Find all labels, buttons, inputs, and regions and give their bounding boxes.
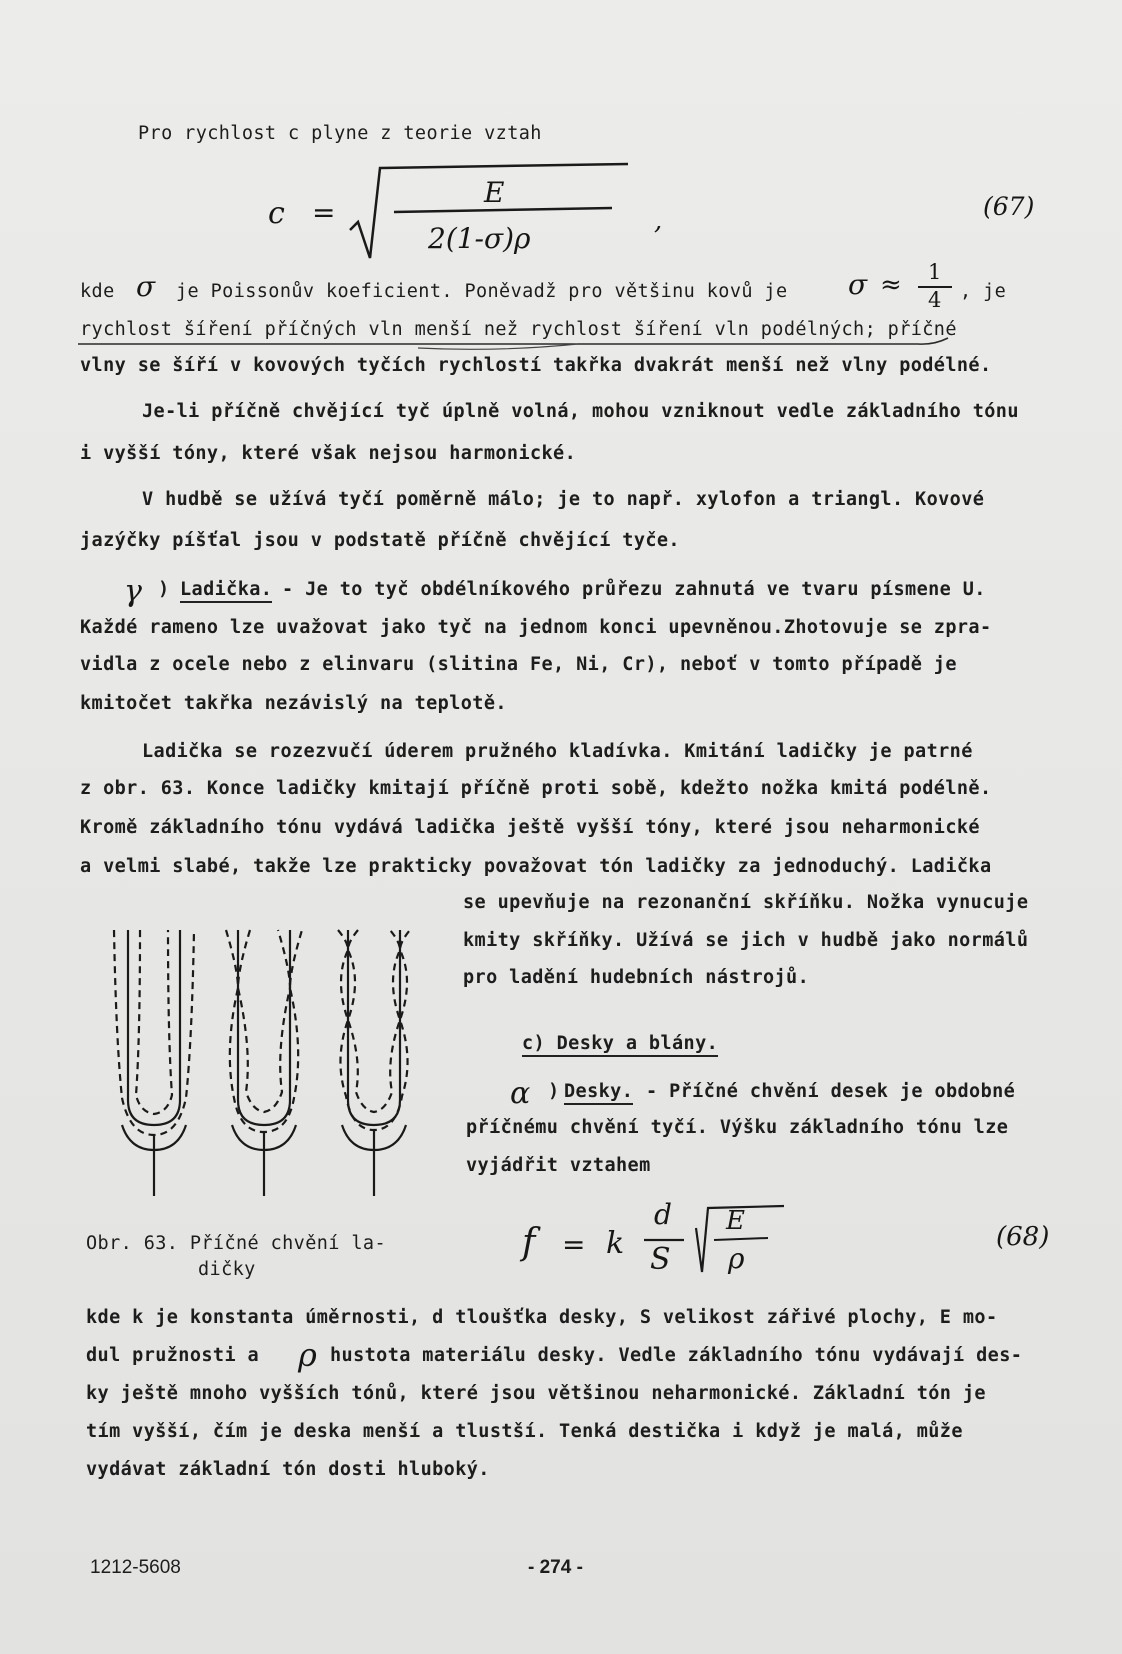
text-line: hustota materiálu desky. Vedle základního tónu vydávají des- <box>330 1345 1023 1366</box>
formula-E: E <box>726 1206 745 1236</box>
text-line: se upevňuje na rezonanční skříňku. Nožka vynucuje <box>463 892 1029 913</box>
text-line: Pro rychlost c plyne z teorie vztah <box>138 123 542 144</box>
fraction-numerator: 1 <box>928 260 942 284</box>
fraction-denominator: 4 <box>928 288 942 312</box>
formula-lhs: f <box>522 1222 536 1263</box>
document-code: 1212-5608 <box>90 1557 181 1578</box>
text-line: je Poissonův koeficient. Poněvadž pro většinu kovů je <box>176 281 788 302</box>
text-line: rychlost šíření příčných vln menší než rychlost šíření vln podélných; příčné <box>80 319 957 340</box>
text-line: Každé rameno lze uvažovat jako tyč na jednom konci upevněnou.Zhotovuje se zpra- <box>80 617 992 638</box>
fork-fundamental <box>114 930 194 1196</box>
text-line: Je-li příčně chvějící tyč úplně volná, mohou vzniknout vedle základního tónu <box>142 401 1019 422</box>
figure-63-tuning-fork-diagram <box>100 920 420 1200</box>
text-line: kde k je konstanta úměrnosti, d tloušťka desky, S velikost zářivé plochy, E mo- <box>86 1307 998 1328</box>
subsection-heading-desky: Desky. <box>564 1080 633 1104</box>
text-line: - Je to tyč obdélníkového průřezu zahnutá ve tvaru písmene U. <box>282 579 986 600</box>
text-line: ky ještě mnoho vyšších tónů, které jsou většinou neharmonické. Základní tón je <box>86 1383 986 1404</box>
text-line: ) <box>548 1081 560 1102</box>
equation-number: (67) <box>983 192 1035 221</box>
figure-caption: Obr. 63. Příčné chvění la- <box>86 1233 386 1254</box>
text-line: dul pružnosti a <box>86 1345 260 1366</box>
formula-numerator: E <box>484 176 505 209</box>
approx-symbol: ≈ <box>880 270 902 300</box>
formula-lhs: c <box>268 196 285 231</box>
text-line: pro ladění hudebních nástrojů. <box>463 967 810 988</box>
text-line: vydávat základní tón dosti hluboký. <box>86 1459 490 1480</box>
text-line: i vyšší tóny, které však nejsou harmonické. <box>80 443 577 464</box>
formula-S: S <box>650 1242 671 1277</box>
section-heading-desky-a-blany: c) Desky a blány. <box>522 1032 718 1056</box>
text-line: tím vyšší, čím je deska menší a tlustší. Tenká destička i když je malá, může <box>86 1421 963 1442</box>
formula-d: d <box>654 1198 672 1231</box>
formula-equals: = <box>312 196 336 229</box>
text-line: kmity skříňky. Užívá se jich v hudbě jako normálů <box>463 930 1029 951</box>
text-line: a velmi slabé, takže lze prakticky považovat tón ladičky za jednoduchý. Ladička <box>80 856 992 877</box>
text-line: kmitočet takřka nezávislý na teplotě. <box>80 693 507 714</box>
fork-overtone-2 <box>338 930 410 1196</box>
formula-rho: ρ <box>728 1242 745 1275</box>
text-line: vlny se šíří v kovových tyčích rychlostí takřka dvakrát menší než vlny podélné. <box>80 355 992 376</box>
section-heading-ladicka: Ladička. <box>180 578 272 602</box>
text-line: , je <box>960 281 1007 302</box>
text-line: V hudbě se užívá tyčí poměrně málo; je to např. xylofon a triangl. Kovové <box>142 489 985 510</box>
text-line: ) <box>158 579 170 600</box>
sigma-symbol: σ <box>136 270 156 303</box>
formula-comma: , <box>654 206 663 236</box>
rho-symbol: ρ <box>298 1336 317 1374</box>
text-line: - Příčné chvění desek je obdobné <box>646 1081 1016 1102</box>
formula-denominator: 2(1-σ)ρ <box>428 222 531 255</box>
text-line: kde <box>80 281 115 302</box>
text-line: příčnému chvění tyčí. Výšku základního tónu lze <box>466 1117 1009 1138</box>
text-line: vidla z ocele nebo z elinvaru (slitina Fe, Ni, Cr), neboť v tomto případě je <box>80 654 957 675</box>
text-line: Kromě základního tónu vydává ladička ještě vyšší tóny, které jsou neharmonické <box>80 817 980 838</box>
text-line: jazýčky píšťal jsou v podstatě příčně chvějící tyče. <box>80 530 680 551</box>
alpha-symbol: α <box>510 1076 531 1111</box>
formula-k: k <box>606 1226 625 1261</box>
equation-number: (68) <box>996 1222 1050 1252</box>
text-line: Ladička se rozezvučí úderem pružného kladívka. Kmitání ladičky je patrné <box>142 741 973 762</box>
formula-equals: = <box>562 1228 586 1261</box>
gamma-symbol: γ <box>124 574 142 609</box>
text-line: z obr. 63. Konce ladičky kmitají příčně proti sobě, kdežto nožka kmitá podélně. <box>80 778 992 799</box>
text-line: vyjádřit vztahem <box>466 1155 651 1176</box>
page-number: - 274 - <box>528 1557 583 1578</box>
fork-overtone-1 <box>226 930 302 1196</box>
square-root-sign <box>696 1206 796 1286</box>
sigma-symbol: σ <box>848 268 868 301</box>
figure-caption: dičky <box>198 1259 256 1280</box>
